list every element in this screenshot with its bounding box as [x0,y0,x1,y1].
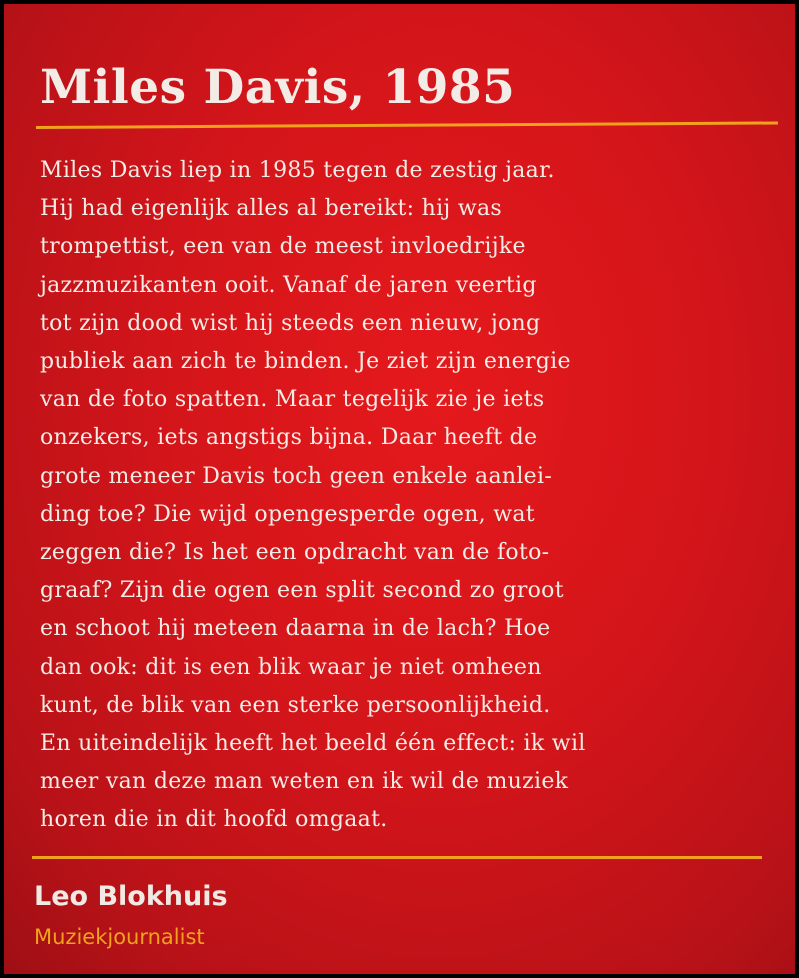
body-line: Hij had eigenlijk alles al bereikt: hij was [40,196,502,222]
author-role: Muziekjournalist [34,925,205,949]
body-line: ding toe? Die wijd opengesperde ogen, wat [40,501,535,527]
body-line: en schoot hij meteen daarna in de lach? Hoe [40,616,551,642]
panel-title: Miles Davis, 1985 [40,60,516,115]
bottom-divider [32,856,762,859]
top-divider [36,121,778,129]
author-name: Leo Blokhuis [34,881,228,912]
body-line: Miles Davis liep in 1985 tegen de zestig jaar. [40,158,555,183]
body-line: tot zijn dood wist hij steeds een nieuw, jong [40,310,541,336]
body-line: trompettist, een van de meest invloedrijke [40,234,526,260]
body-line: graaf? Zijn die ogen een split second zo groot [40,578,564,604]
info-panel [4,4,795,974]
body-line: kunt, de blik van een sterke persoonlijkheid. [40,692,551,718]
body-line: onzekers, iets angstigs bijna. Daar heeft de [40,425,538,451]
body-line: publiek aan zich te binden. Je ziet zijn energie [40,349,571,375]
body-line: dan ook: dit is een blik waar je niet omheen [40,654,542,680]
panel-body-text [40,152,780,840]
body-line: horen die in dit hoofd omgaat. [40,807,388,833]
body-line: En uiteindelijk heeft het beeld één effect: ik wil [40,731,586,757]
body-line: meer van deze man weten en ik wil de muziek [40,769,569,795]
body-line: zeggen die? Is het een opdracht van de foto- [40,540,550,566]
body-line: grote meneer Davis toch geen enkele aanlei- [40,463,553,489]
body-line: van de foto spatten. Maar tegelijk zie je iets [40,387,545,413]
body-line: jazzmuzikanten ooit. Vanaf de jaren veertig [40,272,537,298]
